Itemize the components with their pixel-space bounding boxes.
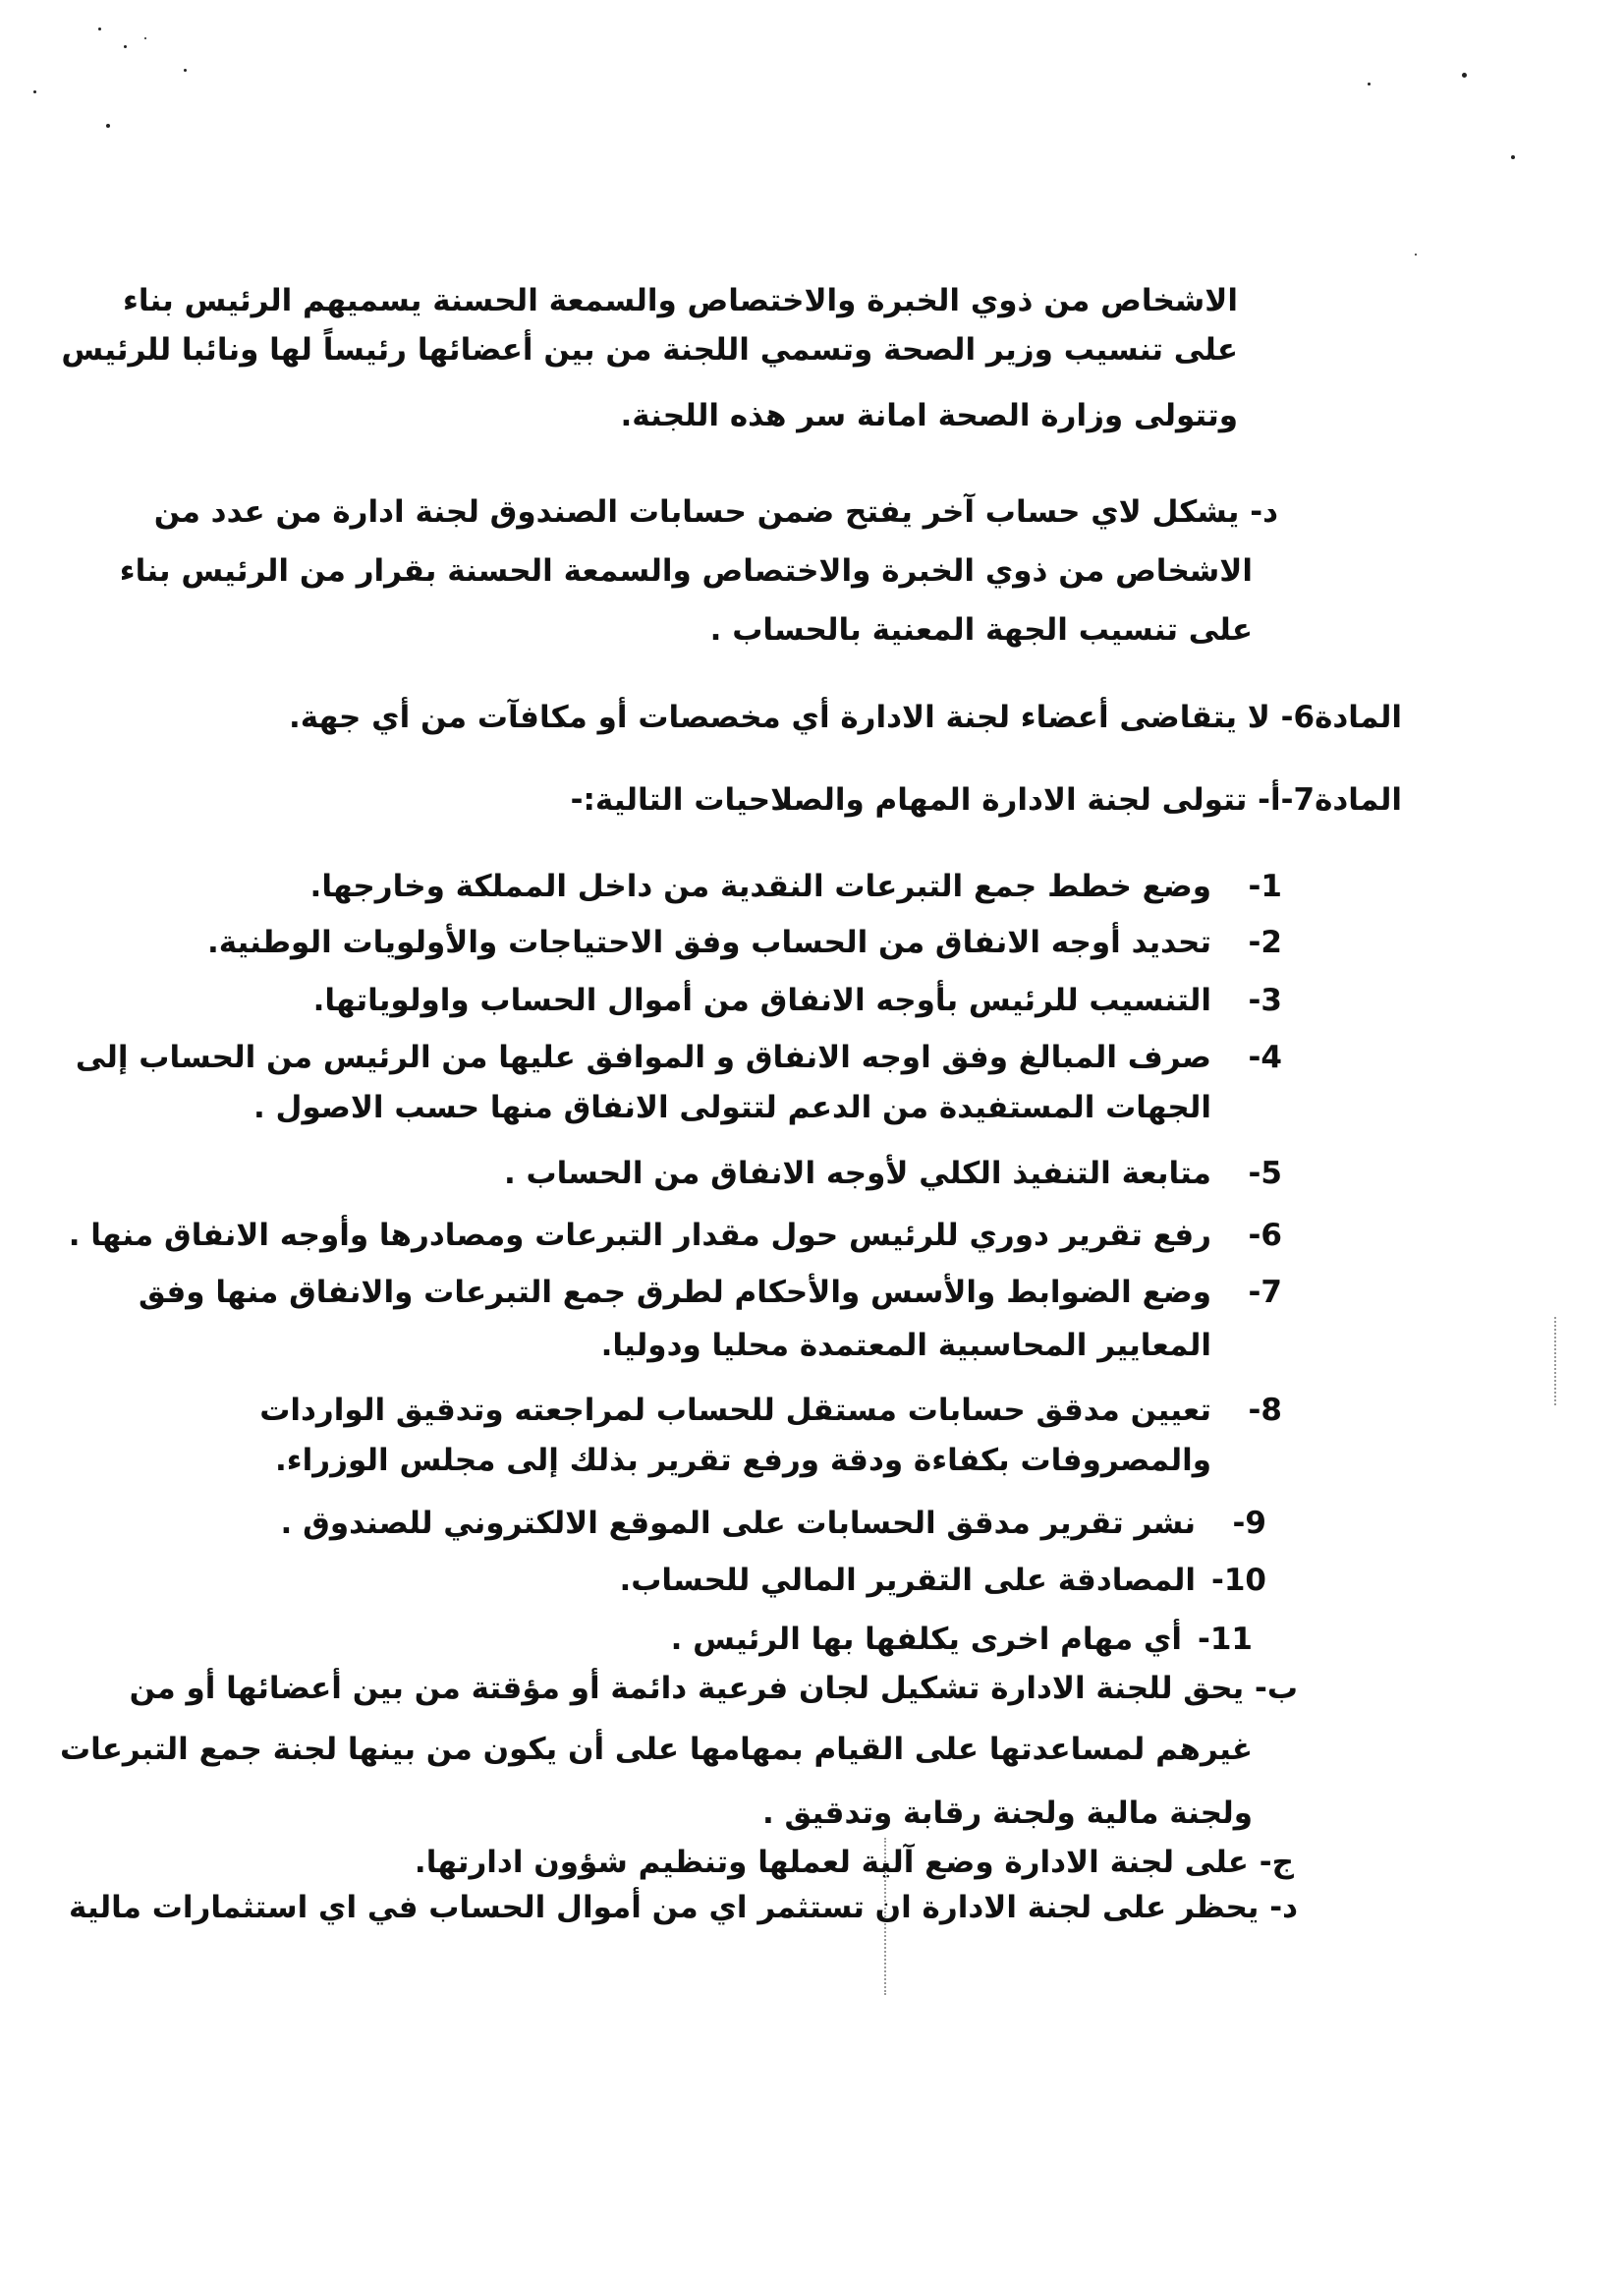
scan-speck	[144, 37, 146, 39]
scan-speck	[124, 45, 127, 48]
item-text: تحديد أوجه الانفاق من الحساب وفق الاحتياجات والأولويات الوطنية.	[206, 925, 1211, 960]
article-7-c: ج- على لجنة الادارة وضع آلية لعملها وتنظيم شؤون ادارتها.	[414, 1845, 1294, 1880]
item-number: 10-	[1210, 1563, 1266, 1598]
item-number: 4-	[1248, 1040, 1282, 1075]
item-text: التنسيب للرئيس بأوجه الانفاق من أموال الحساب واولوياتها.	[312, 983, 1211, 1018]
scan-speck	[106, 124, 110, 128]
item-number: 2-	[1248, 925, 1282, 960]
section-d-line-1: د- يشكل لاي حساب آخر يفتح ضمن حسابات الصندوق لجنة ادارة من عدد من	[153, 494, 1278, 530]
item-number: 9-	[1232, 1506, 1266, 1541]
scan-speck	[33, 90, 36, 93]
item-text: أي مهام اخرى يكلفها بها الرئيس .	[670, 1622, 1182, 1657]
article-7-item-4	[76, 1035, 1282, 1080]
article-7-item-9	[281, 1501, 1266, 1546]
article-7-item-11	[671, 1617, 1253, 1662]
scan-speck	[1462, 73, 1467, 78]
item-number: 11-	[1197, 1622, 1253, 1657]
scan-speck	[1368, 83, 1371, 86]
item-number: 6-	[1248, 1218, 1282, 1253]
section-d-line-3: على تنسيب الجهة المعنية بالحساب .	[709, 612, 1253, 648]
article-7-b-line-3: ولجنة مالية ولجنة رقابة وتدقيق .	[761, 1796, 1253, 1831]
article-7-item-1	[310, 864, 1282, 909]
scan-speck	[1511, 155, 1515, 159]
article-7-d: د- يحظر على لجنة الادارة ان تستثمر اي من أموال الحساب في اي استثمارات مالية	[69, 1890, 1298, 1925]
item-text: نشر تقرير مدقق الحسابات على الموقع الالكتروني للصندوق .	[280, 1506, 1196, 1541]
article-7-item-4-cont: الجهات المستفيدة من الدعم لتتولى الانفاق منها حسب الاصول .	[252, 1090, 1211, 1125]
article-7-item-8	[259, 1388, 1282, 1433]
item-number: 8-	[1248, 1393, 1282, 1428]
scan-artifact	[1554, 1317, 1556, 1405]
item-text: المصادقة على التقرير المالي للحساب.	[619, 1563, 1196, 1598]
scan-speck	[1415, 254, 1417, 256]
item-text: صرف المبالغ وفق اوجه الانفاق و الموافق عليها من الرئيس من الحساب إلى	[75, 1040, 1211, 1075]
section-c-line-3: وتتولى وزارة الصحة امانة سر هذه اللجنة.	[620, 398, 1238, 433]
item-text: تعيين مدقق حسابات مستقل للحساب لمراجعته وتدقيق الواردات	[259, 1393, 1211, 1428]
article-7-b-line-1: ب- يحق للجنة الادارة تشكيل لجان فرعية دائمة أو مؤقتة من بين أعضائها أو من	[129, 1671, 1298, 1706]
section-c-line-1: الاشخاص من ذوي الخبرة والاختصاص والسمعة الحسنة يسميهم الرئيس بناء	[122, 283, 1238, 318]
item-text: متابعة التنفيذ الكلي لأوجه الانفاق من الحساب .	[503, 1156, 1211, 1191]
article-7-item-7	[139, 1270, 1282, 1315]
article-7-item-5	[504, 1151, 1282, 1196]
article-7-item-2	[207, 920, 1282, 965]
article-7-item-10	[620, 1558, 1267, 1603]
section-d-line-2: الاشخاص من ذوي الخبرة والاختصاص والسمعة الحسنة بقرار من الرئيس بناء	[119, 553, 1253, 589]
scan-speck	[98, 28, 101, 30]
article-6: المادة6- لا يتقاضى أعضاء لجنة الادارة أي مخصصات أو مكافآت من أي جهة.	[289, 700, 1402, 735]
item-number: 5-	[1248, 1156, 1282, 1191]
item-number: 1-	[1248, 869, 1282, 904]
scan-speck	[184, 69, 187, 72]
item-text: وضع خطط جمع التبرعات النقدية من داخل المملكة وخارجها.	[309, 869, 1211, 904]
article-7-item-6	[69, 1213, 1282, 1258]
section-c-line-2: على تنسيب وزير الصحة وتسمي اللجنة من بين أعضائها رئيساً لها ونائبا للرئيس	[61, 332, 1238, 368]
item-number: 7-	[1248, 1275, 1282, 1310]
article-7-item-3	[313, 978, 1282, 1023]
item-text: رفع تقرير دوري للرئيس حول مقدار التبرعات ومصادرها وأوجه الانفاق منها .	[68, 1218, 1211, 1253]
article-7-item-7-cont: المعايير المحاسبية المعتمدة محليا ودوليا.	[600, 1328, 1211, 1363]
article-7-item-8-cont: والمصروفات بكفاءة ودقة ورفع تقرير بذلك إلى مجلس الوزراء.	[275, 1443, 1211, 1478]
item-number: 3-	[1248, 983, 1282, 1018]
item-text: وضع الضوابط والأسس والأحكام لطرق جمع التبرعات والانفاق منها وفق	[139, 1275, 1211, 1310]
article-7-heading: المادة7-أ- تتولى لجنة الادارة المهام والصلاحيات التالية:-	[570, 782, 1402, 818]
article-7-b-line-2: غيرهم لمساعدتها على القيام بمهامها على أن يكون من بينها لجنة جمع التبرعات	[59, 1732, 1253, 1767]
